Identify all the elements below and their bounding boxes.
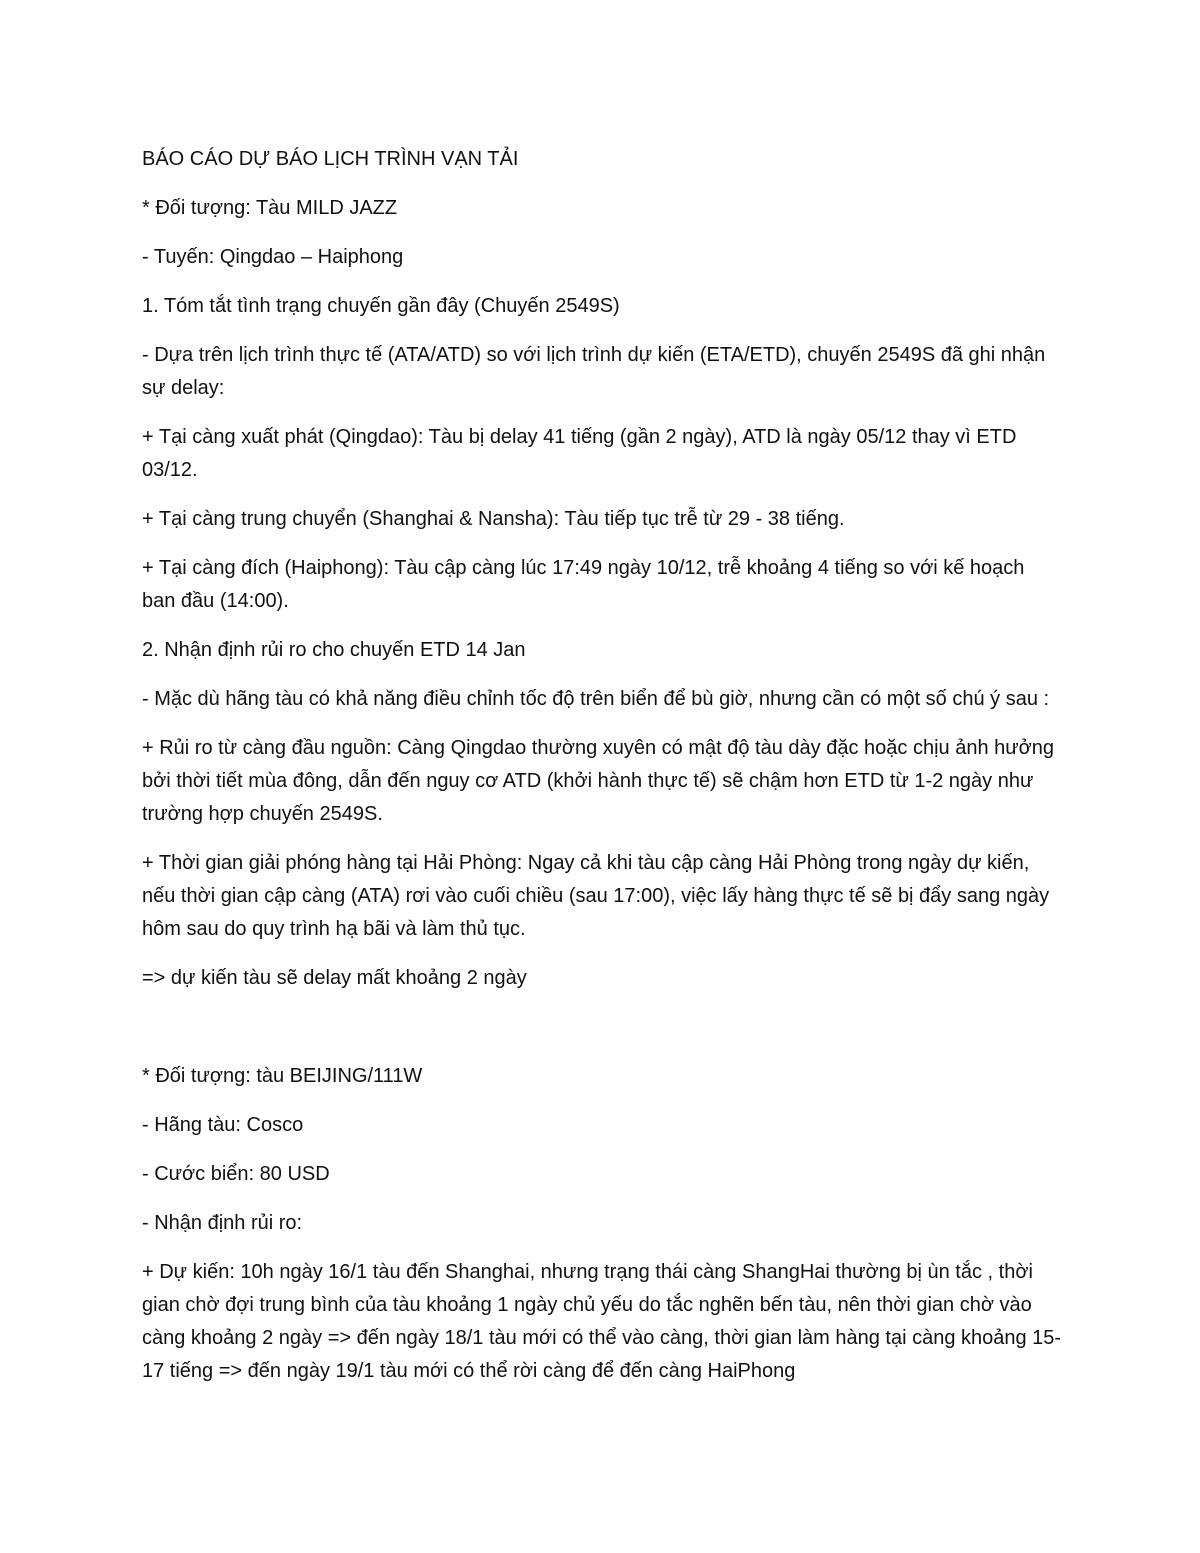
paragraph: + Tại càng xuất phát (Qingdao): Tàu bị delay 41 tiếng (gần 2 ngày), ATD là ngày 05/12 thay vì ETD 03/12. xyxy=(142,426,1017,481)
report-title: BÁO CÁO DỰ BÁO LỊCH TRÌNH VẠN TẢI xyxy=(142,148,519,170)
paragraph: - Hãng tàu: Cosco xyxy=(142,1114,304,1136)
section-heading: 1. Tóm tắt tình trạng chuyến gần đây (Chuyến 2549S) xyxy=(142,295,620,317)
conclusion: => dự kiến tàu sẽ delay mất khoảng 2 ngày xyxy=(142,967,527,989)
paragraph: + Tại càng trung chuyển (Shanghai & Nansha): Tàu tiếp tục trễ từ 29 - 38 tiếng. xyxy=(142,508,845,530)
paragraph: - Cước biển: 80 USD xyxy=(142,1163,330,1185)
paragraph: * Đối tượng: tàu BEIJING/111W xyxy=(142,1065,423,1087)
paragraph: - Mặc dù hãng tàu có khả năng điều chỉnh tốc độ trên biển để bù giờ, nhưng cần có một số chú ý sau : xyxy=(142,688,1050,710)
section-heading: 2. Nhận định rủi ro cho chuyến ETD 14 Jan xyxy=(142,639,526,661)
paragraph: - Tuyến: Qingdao – Haiphong xyxy=(142,246,404,268)
document-body xyxy=(142,143,1062,1404)
paragraph: + Tại càng đích (Haiphong): Tàu cập càng lúc 17:49 ngày 10/12, trễ khoảng 4 tiếng so với kế hoạch ban đầu (14:00). xyxy=(142,557,1025,612)
paragraph: * Đối tượng: Tàu MILD JAZZ xyxy=(142,197,398,219)
paragraph: + Rủi ro từ càng đầu nguồn: Càng Qingdao thường xuyên có mật độ tàu dày đặc hoặc chịu ảnh hưởng bởi thời tiết mùa đông, dẫn đến nguy cơ ATD (khởi hành thực tế) sẽ chậm hơn ETD từ 1-2 ngày như trường hợp chuyến 2549S. xyxy=(142,737,1054,825)
paragraph: - Nhận định rủi ro: xyxy=(142,1212,303,1234)
paragraph: + Dự kiến: 10h ngày 16/1 tàu đến Shanghai, nhưng trạng thái càng ShangHai thường bị ùn tắc , thời gian chờ đợi trung bình của tàu khoảng 1 ngày chủ yếu do tắc nghẽn bến tàu, nên thời gian chờ vào càng khoảng 2 ngày => đến ngày 18/1 tàu mới có thể vào càng, thời gian làm hàng tại càng khoảng 15-17 tiếng => đến ngày 19/1 tàu mới có thể rời càng để đến càng HaiPhong xyxy=(142,1261,1062,1382)
paragraph: - Dựa trên lịch trình thực tế (ATA/ATD) so với lịch trình dự kiến (ETA/ETD), chuyến 2549S đã ghi nhận sự delay: xyxy=(142,344,1046,399)
paragraph: + Thời gian giải phóng hàng tại Hải Phòng: Ngay cả khi tàu cập càng Hải Phòng trong ngày dự kiến, nếu thời gian cập càng (ATA) rơi vào cuối chiều (sau 17:00), việc lấy hàng thực tế sẽ bị đẩy sang ngày hôm sau do quy trình hạ bãi và làm thủ tục. xyxy=(142,852,1050,940)
blank-line xyxy=(142,1011,1062,1060)
